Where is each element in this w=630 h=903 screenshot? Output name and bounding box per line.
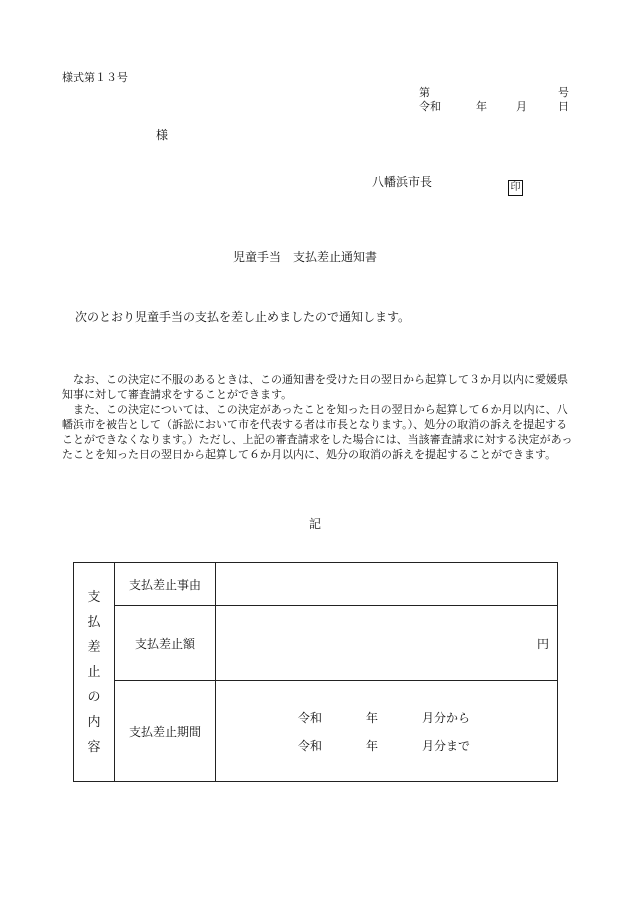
period-label: 支払差止期間: [115, 681, 216, 782]
seal-glyph: 印: [508, 180, 523, 196]
period-to-year: 年: [366, 739, 379, 753]
period-to-month: 月分まで: [422, 739, 471, 753]
period-from-era: 令和: [298, 711, 323, 725]
amount-unit: 円: [536, 636, 549, 651]
side-label-char: の: [87, 689, 101, 705]
period-to-era: 令和: [298, 739, 323, 753]
side-label-char: 止: [87, 664, 101, 680]
side-label: [74, 563, 115, 782]
reason-value: [216, 563, 558, 606]
issuer-title: 八幡浜市長: [372, 175, 433, 189]
doc-number-prefix: 第: [419, 86, 430, 99]
intro-text: 次のとおり児童手当の支払を差し止めましたので通知します。: [75, 310, 411, 324]
date-era: 令和: [419, 100, 441, 113]
amount-value: [216, 606, 558, 681]
side-label-char: 払: [87, 614, 101, 630]
period-value: [216, 681, 558, 782]
side-label-char: 内: [87, 714, 101, 730]
document-title: 児童手当 支払差止通知書: [233, 250, 378, 264]
period-from-year: 年: [366, 711, 379, 725]
seal-mark: [508, 175, 523, 196]
period-from-month: 月分から: [422, 711, 471, 725]
side-label-char: 容: [87, 739, 101, 755]
side-label-char: 差: [87, 639, 101, 655]
notice-section: [62, 372, 574, 462]
ki-heading: 記: [309, 517, 322, 531]
date-year: 年: [476, 100, 487, 113]
reason-label: 支払差止事由: [115, 563, 216, 606]
detail-table: [73, 562, 558, 782]
form-number: 様式第１３号: [62, 71, 128, 84]
date-day: 日: [558, 100, 569, 113]
recipient-honorific: 様: [156, 128, 169, 142]
date-month: 月: [516, 100, 527, 113]
amount-label: 支払差止額: [115, 606, 216, 681]
doc-number-suffix: 号: [558, 86, 569, 99]
notice-paragraph-2: また、この決定については、この決定があったことを知った日の翌日から起算して６か月以内に、八幡浜市を被告として（訴訟において市を代表する者は市長となります。）、処分の取消の訴えを提起することができなくなります。）ただし、上記の審査請求をした場合には、当該審査請求に対する決定があったことを知った日の翌日から起算して６か月以内に、処分の取消の訴えを提起することができます。: [62, 403, 573, 461]
side-label-char: 支: [87, 589, 101, 605]
notice-paragraph-1: なお、この決定に不服のあるときは、この通知書を受けた日の翌日から起算して３か月以内に愛媛県知事に対して審査請求をすることができます。: [62, 373, 568, 401]
